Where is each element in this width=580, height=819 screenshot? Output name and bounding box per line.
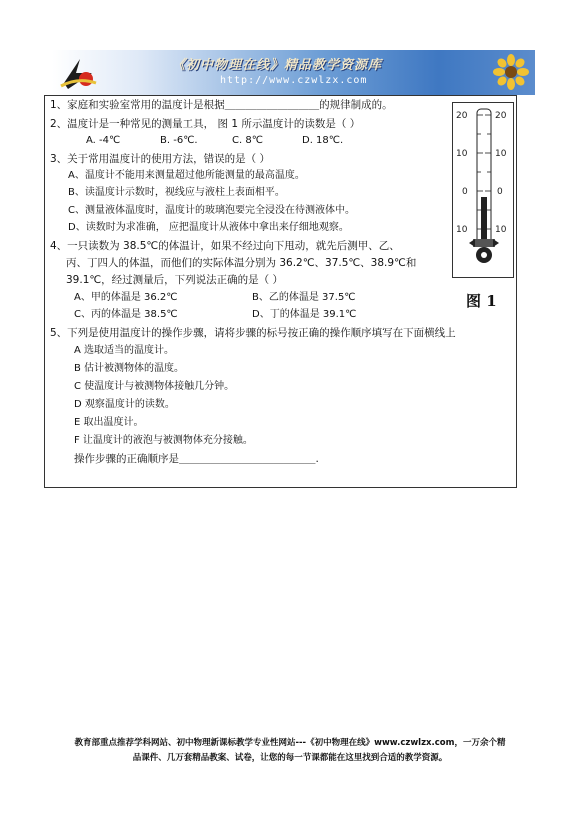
thermometer-left-tick-label: 0 bbox=[462, 187, 468, 197]
question-4-line-1: 4、一只读数为 38.5℃的体温计，如果不经过向下甩动，就先后测甲、乙、 bbox=[50, 240, 400, 252]
thermometer-left-tick-label: 20 bbox=[456, 111, 468, 121]
footer-line-2: 品课件、几万套精品教案、试卷，让您的每一节课都能在这里找到合适的教学资源。 bbox=[132, 753, 448, 763]
q3-option-a: A、温度计不能用来测量超过他所能测量的最高温度。 bbox=[68, 170, 305, 181]
q5-step-d: D 观察温度计的读数。 bbox=[74, 399, 175, 410]
q4-option-b: B、乙的体温是 37.5℃ bbox=[252, 292, 356, 303]
thermometer-right-tick-label: 10 bbox=[495, 149, 507, 159]
q5-step-e: E 取出温度计。 bbox=[74, 417, 144, 428]
q3-option-c: C、测量液体温度时，温度计的玻璃泡要完全浸没在待测液体中。 bbox=[68, 205, 355, 216]
q3-option-d: D、读数时为求准确， 应把温度计从液体中拿出来仔细地观察。 bbox=[68, 222, 349, 233]
q4-option-c: C、丙的体温是 38.5℃ bbox=[74, 309, 178, 320]
thermometer-right-tick-label: 0 bbox=[497, 187, 503, 197]
thermometer-left-tick-label: 10 bbox=[456, 149, 468, 159]
site-logo-icon bbox=[58, 53, 98, 93]
question-4-line-3: 39.1℃，经过测量后，下列说法正确的是（ ） bbox=[66, 274, 284, 286]
q5-step-f: F 让温度计的液泡与被测物体充分接触。 bbox=[74, 435, 253, 446]
banner-title: 《初中物理在线》精品教学资源库 bbox=[172, 58, 383, 73]
q2-option-b: B. -6℃. bbox=[160, 135, 198, 146]
thermometer-right-tick-label: 20 bbox=[495, 111, 507, 121]
footer-line-1: 教育部重点推荐学科网站、初中物理新课标教学专业性网站---《初中物理在线》www.czwlzx.com，一万余个精 bbox=[74, 738, 506, 748]
q4-option-a: A、甲的体温是 36.2℃ bbox=[74, 292, 178, 303]
figure-label: 图 1 bbox=[466, 292, 497, 310]
q5-answer-line: 操作步骤的正确顺序是＿＿＿＿＿＿＿＿＿＿＿＿＿. bbox=[74, 453, 319, 465]
q3-option-b: B、读温度计示数时，视线应与液柱上表面相平。 bbox=[68, 187, 285, 198]
question-2: 2、温度计是一种常见的测量工具， 图 1 所示温度计的读数是（ ） bbox=[50, 118, 361, 130]
question-4-line-2: 丙、丁四人的体温，而他们的实际体温分别为 36.2℃、37.5℃、38.9℃和 bbox=[66, 257, 417, 269]
q5-step-a: A 选取适当的温度计。 bbox=[74, 345, 175, 356]
q5-step-c: C 使温度计与被测物体接触几分钟。 bbox=[74, 381, 235, 392]
q4-option-d: D、丁的体温是 39.1℃ bbox=[252, 309, 357, 320]
thermometer-figure bbox=[452, 102, 514, 278]
q5-step-b: B 估计被测物体的温度。 bbox=[74, 363, 185, 374]
thermometer-left-tick-label: 10 bbox=[456, 225, 468, 235]
question-1: 1、家庭和实验室常用的温度计是根据＿＿＿＿＿＿＿＿＿的规律制成的。 bbox=[50, 99, 393, 111]
question-3: 3、关于常用温度计的使用方法，错误的是（ ） bbox=[50, 153, 271, 165]
page-footer bbox=[40, 736, 540, 766]
question-5: 5、下列是使用温度计的操作步骤，请将步骤的标号按正确的操作顺序填写在下面横线上 bbox=[50, 327, 456, 339]
header-banner bbox=[52, 50, 535, 95]
thermometer-right-tick-label: 10 bbox=[495, 225, 507, 235]
thermometer-icon bbox=[453, 103, 515, 279]
flower-icon bbox=[493, 54, 529, 90]
q2-option-c: C. 8℃ bbox=[232, 135, 263, 146]
banner-url[interactable]: http://www.czwlzx.com bbox=[220, 75, 368, 86]
q2-option-d: D. 18℃. bbox=[302, 135, 344, 146]
q2-option-a: A. -4℃ bbox=[86, 135, 121, 146]
